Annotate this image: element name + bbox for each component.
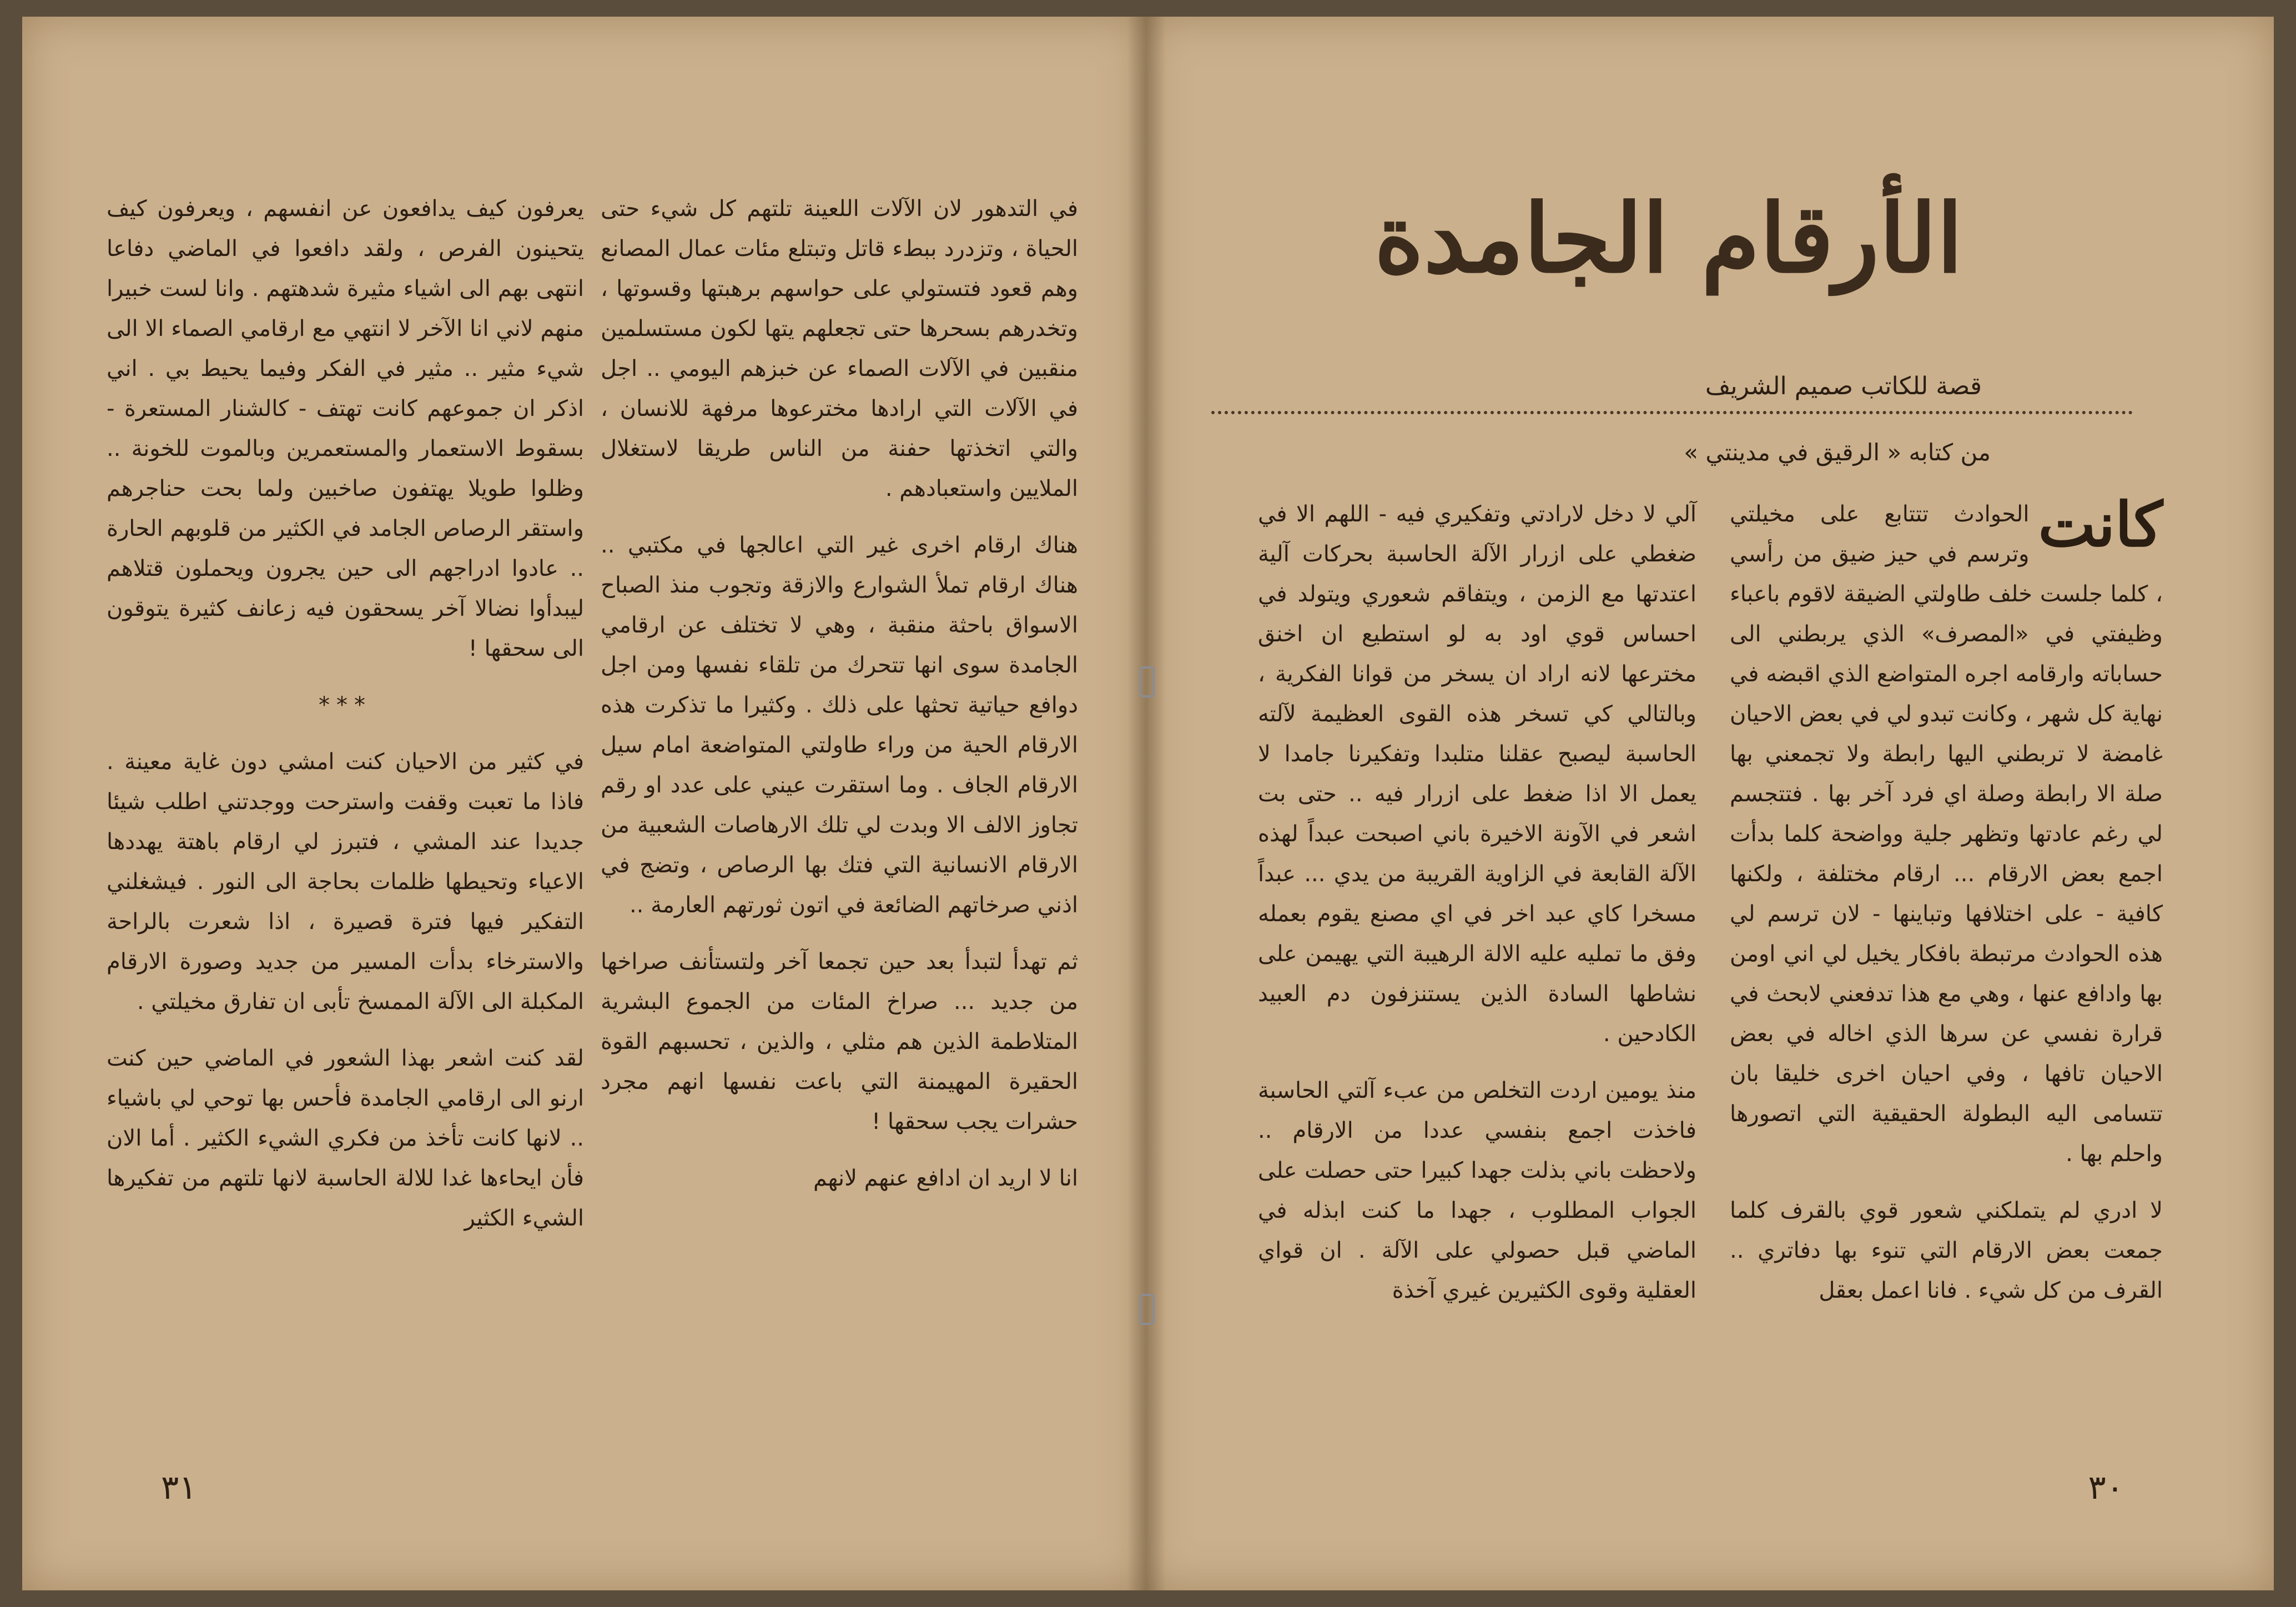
paragraph: في التدهور لان الآلات اللعينة تلتهم كل شيء حتى الحياة ، وتزدرد ببطء قاتل وتبتلع مئات عمال المصانع وهم قعود فتستولي على حواسهم برهبتها وقسوتها ، وتخدرهم بسحرها حتى تجعلهم يتها لكون مستسلمين منقبين في الآلات الصماء عن خبزهم اليومي .. اجل في الآلات التي ارادها مخترعوها مرفهة للانسان ، والتي اتخذتها حفنة من الناس طريقا لاستغلال الملايين واستعبادهم . [601,196,1078,501]
paragraph: هناك ارقام اخرى غير التي اعالجها في مكتبي .. هناك ارقام تملأ الشوارع والازقة وتجوب منذ الصباح الاسواق باحثة منقبة ، وهي لا تختلف عن ارقامي الجامدة سوى انها تتحرك من تلقاء نفسها ومن اجل دوافع حياتية تحثها على ذلك . وكثيرا ما تذكرت هذه الارقام الحية من وراء طاولتي المتواضعة امام سيل الارقام الجاف . وما استقرت عيني على عدد او رقم تجاوز الالف الا وبدت لي تلك الارهاصات الشعبية من الارقام الانسانية التي فتك بها الرصاص ، وتضج في اذني صرخاتهم الضائعة في اتون ثورتهم العارمة .. [601,533,1078,918]
book-gutter [1127,17,1166,1590]
author-byline: قصة للكاتب صميم الشريف [1696,372,1991,400]
drop-cap: كانت [2038,489,2163,560]
paragraph [1730,489,2163,1174]
page-number: ٣٠ [2088,1468,2124,1507]
paragraph: يعرفون كيف يدافعون عن انفسهم ، ويعرفون كيف يتحينون الفرص ، ولقد دافعوا في الماضي دفاعا انتهى بهم الى اشياء مثيرة شدهتهم . وانا لست خبيرا منهم لاني انا الآخر لا انتهي مع ارقامي الصماء الا الى شيء مثير .. مثير في الفكر وفيما يحيط بي . اني اذكر ان جموعهم كانت تهتف - كالشنار المستعرة - بسقوط الاستعمار والمستعمرين وبالموت للخونة .. وظلوا طويلا يهتفون صاخبين ولما بحت حناجرهم واستقر الرصاص الجامد في الكثير من قلوبهم الحارة .. عادوا ادراجهم الى حين يجرون ويحملون قتلاهم ليبدأوا نضالا آخر يسحقون فيه زعانف كثيرة يتوقون الى سحقها ! [107,196,584,661]
paragraph: لقد كنت اشعر بهذا الشعور في الماضي حين كنت ارنو الى ارقامي الجامدة فأحس بها توحي لي باشياء .. لانها كانت تأخذ من فكري الشيء الكثير . أما الان فأن ايحاءها غدا للالة الحاسبة لانها تلتهم من تفكيرها الشيء الكثير [107,1046,584,1231]
paragraph-text: الحوادث تتتابع على مخيلتي وترسم في حيز ضيق من رأسي ، كلما جلست خلف طاولتي الضيقة لاقوم باعباء وظيفتي في «المصرف» الذي يربطني الى حساباته وارقامه اجره المتواضع الذي اقبضه في نهاية كل شهر ، وكانت تبدو لي في بعض الاحيان غامضة لا تربطني اليها رابطة ولا تجمعني بها صلة الا رابطة وصلة اي فرد آخر بها . فتتجسم لي رغم عادتها وتظهر جلية وواضحة كلما بدأت اجمع بعض الارقام ... ارقام مختلفة ، ولكنها كافية - على اختلافها وتباينها - لان ترسم لي هذه الحوادث مرتبطة بافكار يخيل لي اني اومن بها وادافع عنها ، وهي مع هذا تدفعني لابحث في قرارة نفسي عن سرها الذي اخاله في بعض الاحيان تافها ، وفي احيان اخرى خليقا بان تتسامى اليه البطولة الحقيقية التي اتصورها واحلم بها . [1730,501,2163,1167]
book-spread [22,17,2274,1590]
story-title: الأرقام الجامدة [1374,183,1963,294]
page-number: ٣١ [161,1468,197,1507]
paragraph: منذ يومين اردت التخلص من عبء آلتي الحاسبة فاخذت اجمع بنفسي عددا من الارقام .. ولاحظت باني بذلت جهدا كبيرا حتى حصلت على الجواب المطلوب ، جهدا ما كنت ابذله في الماضي قبل حصولي على الآلة . ان قواي العقلية وقوى الكثيرين غيري آخذة [1258,1078,1696,1303]
staple [1139,1294,1155,1325]
book-source: من كتابه « الرقيق في مدينتي » [1684,439,1991,466]
left-page-right-column [601,189,1078,1466]
paragraph: لا ادري لم يتملكني شعور قوي بالقرف كلما جمعت بعض الارقام التي تنوء بها دفاتري .. القرف من كل شيء . فانا اعمل بعقل [1730,1198,2163,1303]
dotted-rule [1211,378,2133,414]
paragraph: في كثير من الاحيان كنت امشي دون غاية معينة . فاذا ما تعبت وقفت واسترحت ووجدتني اطلب شيئا جديدا عند المشي ، فتبرز لي ارقام باهتة يهددها الاعياء وتحيطها ظلمات بحاجة الى النور . فيشغلني التفكير فيها فترة قصيرة ، اذا شعرت بالراحة والاسترخاء بدأت المسير من جديد وصورة الارقام المكبلة الى الآلة الممسخ تأبى ان تفارق مخيلتي . [107,749,584,1015]
right-page [1145,17,2274,1590]
paragraph: ثم تهدأ لتبدأ بعد حين تجمعا آخر ولتستأنف صراخها من جديد ... صراخ المئات من الجموع البشرية المتلاطمة الذين هم مثلي ، والذين ، تحسبهم القوة الحقيرة المهيمنة التي باعت نفسها انهم مجرد حشرات يجب سحقها ! [601,949,1078,1134]
left-page [22,17,1145,1590]
section-separator: *** [319,692,372,718]
paragraph: انا لا اريد ان ادافع عنهم لانهم [813,1166,1078,1191]
paragraph: آلي لا دخل لارادتي وتفكيري فيه - اللهم الا في ضغطي على ازرار الآلة الحاسبة بحركات آلية اعتدتها مع الزمن ، ويتفاقم شعوري ويتولد في احساس قوي اود به لو استطيع ان اخنق مخترعها لانه اراد ان يسخر من قوانا الفكرية ، وبالتالي كي تسخر هذه القوى العظيمة لآلته الحاسبة ليصبح عقلنا متلبدا وتفكيرنا جامدا لا يعمل الا اذا ضغط على ازرار فيه .. حتى بت اشعر في الآونة الاخيرة باني اصبحت عبداً لهذه الآلة القابعة في الزاوية القريبة من يدي ... عبداً مسخرا كاي عبد اخر في اي مصنع يقوم بعمله وفق ما تمليه عليه الالة الرهيبة التي يهيمن على نشاطها السادة الذين يستنزفون دم العبيد الكادحين . [1258,501,1696,1047]
staple [1139,666,1155,697]
right-page-right-column [1730,489,2163,1472]
right-page-left-column [1258,494,1696,1472]
left-page-left-column [107,189,584,1466]
